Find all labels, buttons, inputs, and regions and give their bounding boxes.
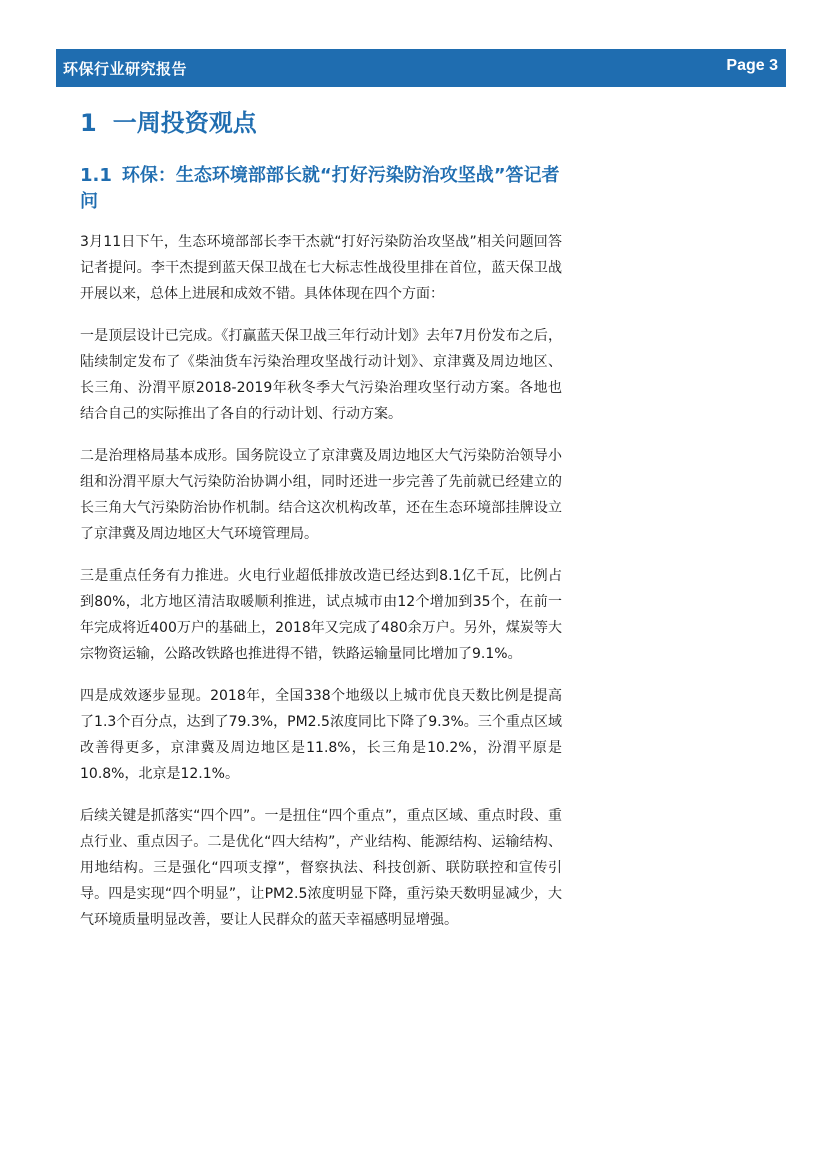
subsection-heading [80, 163, 560, 215]
article-body [80, 229, 562, 949]
section-title: 一周投资观点 [112, 109, 257, 137]
subsection-number: 1.1 [80, 165, 112, 186]
paragraph-point-2: 二是治理格局基本成形。国务院设立了京津冀及周边地区大气污染防治领导小组和汾渭平原大气污染防治协调小组，同时还进一步完善了先前就已经建立的长三角大气污染防治协作机制。结合这次机构改革，还在生态环境部挂牌设立了京津冀及周边地区大气环境管理局。 [80, 448, 562, 542]
report-title: 环保行业研究报告 [63, 60, 188, 78]
section-heading [80, 103, 257, 138]
subsection-title: 环保：生态环境部部长就“打好污染防治攻坚战”答记者问 [80, 165, 560, 212]
paragraph-intro: 3月11日下午，生态环境部部长李干杰就“打好污染防治攻坚战”相关问题回答记者提问。李干杰提到蓝天保卫战在七大标志性战役里排在首位，蓝天保卫战开展以来，总体上进展和成效不错。具体体现在四个方面： [80, 234, 562, 302]
paragraph-point-4: 四是成效逐步显现。2018年，全国338个地级以上城市优良天数比例是提高了1.3个百分点，达到了79.3%，PM2.5浓度同比下降了9.3%。三个重点区域改善得更多，京津冀及周边地区是11.8%，长三角是10.2%，汾渭平原是10.8%，北京是12.1%。 [80, 688, 562, 782]
section-number: 1 [80, 109, 97, 137]
page-number: Page 3 [726, 57, 778, 74]
paragraph-point-1: 一是顶层设计已完成。《打赢蓝天保卫战三年行动计划》去年7月份发布之后，陆续制定发布了《柴油货车污染治理攻坚战行动计划》、京津冀及周边地区、长三角、汾渭平原2018-2019年秋冬季大气污染治理攻坚行动方案。各地也结合自己的实际推出了各自的行动计划、行动方案。 [80, 328, 562, 422]
paragraph-followup: 后续关键是抓落实“四个四”。一是扭住“四个重点”，重点区域、重点时段、重点行业、重点因子。二是优化“四大结构”，产业结构、能源结构、运输结构、用地结构。三是强化“四项支撑”，督察执法、科技创新、联防联控和宣传引导。四是实现“四个明显”，让PM2.5浓度明显下降，重污染天数明显减少，大气环境质量明显改善，要让人民群众的蓝天幸福感明显增强。 [80, 808, 562, 928]
report-header-bar [56, 49, 786, 87]
paragraph-point-3: 三是重点任务有力推进。火电行业超低排放改造已经达到8.1亿千瓦，比例占到80%，北方地区清洁取暖顺利推进，试点城市由12个增加到35个，在前一年完成将近400万户的基础上，2018年又完成了480余万户。另外，煤炭等大宗物资运输，公路改铁路也推进得不错，铁路运输量同比增加了9.1%。 [80, 568, 562, 662]
